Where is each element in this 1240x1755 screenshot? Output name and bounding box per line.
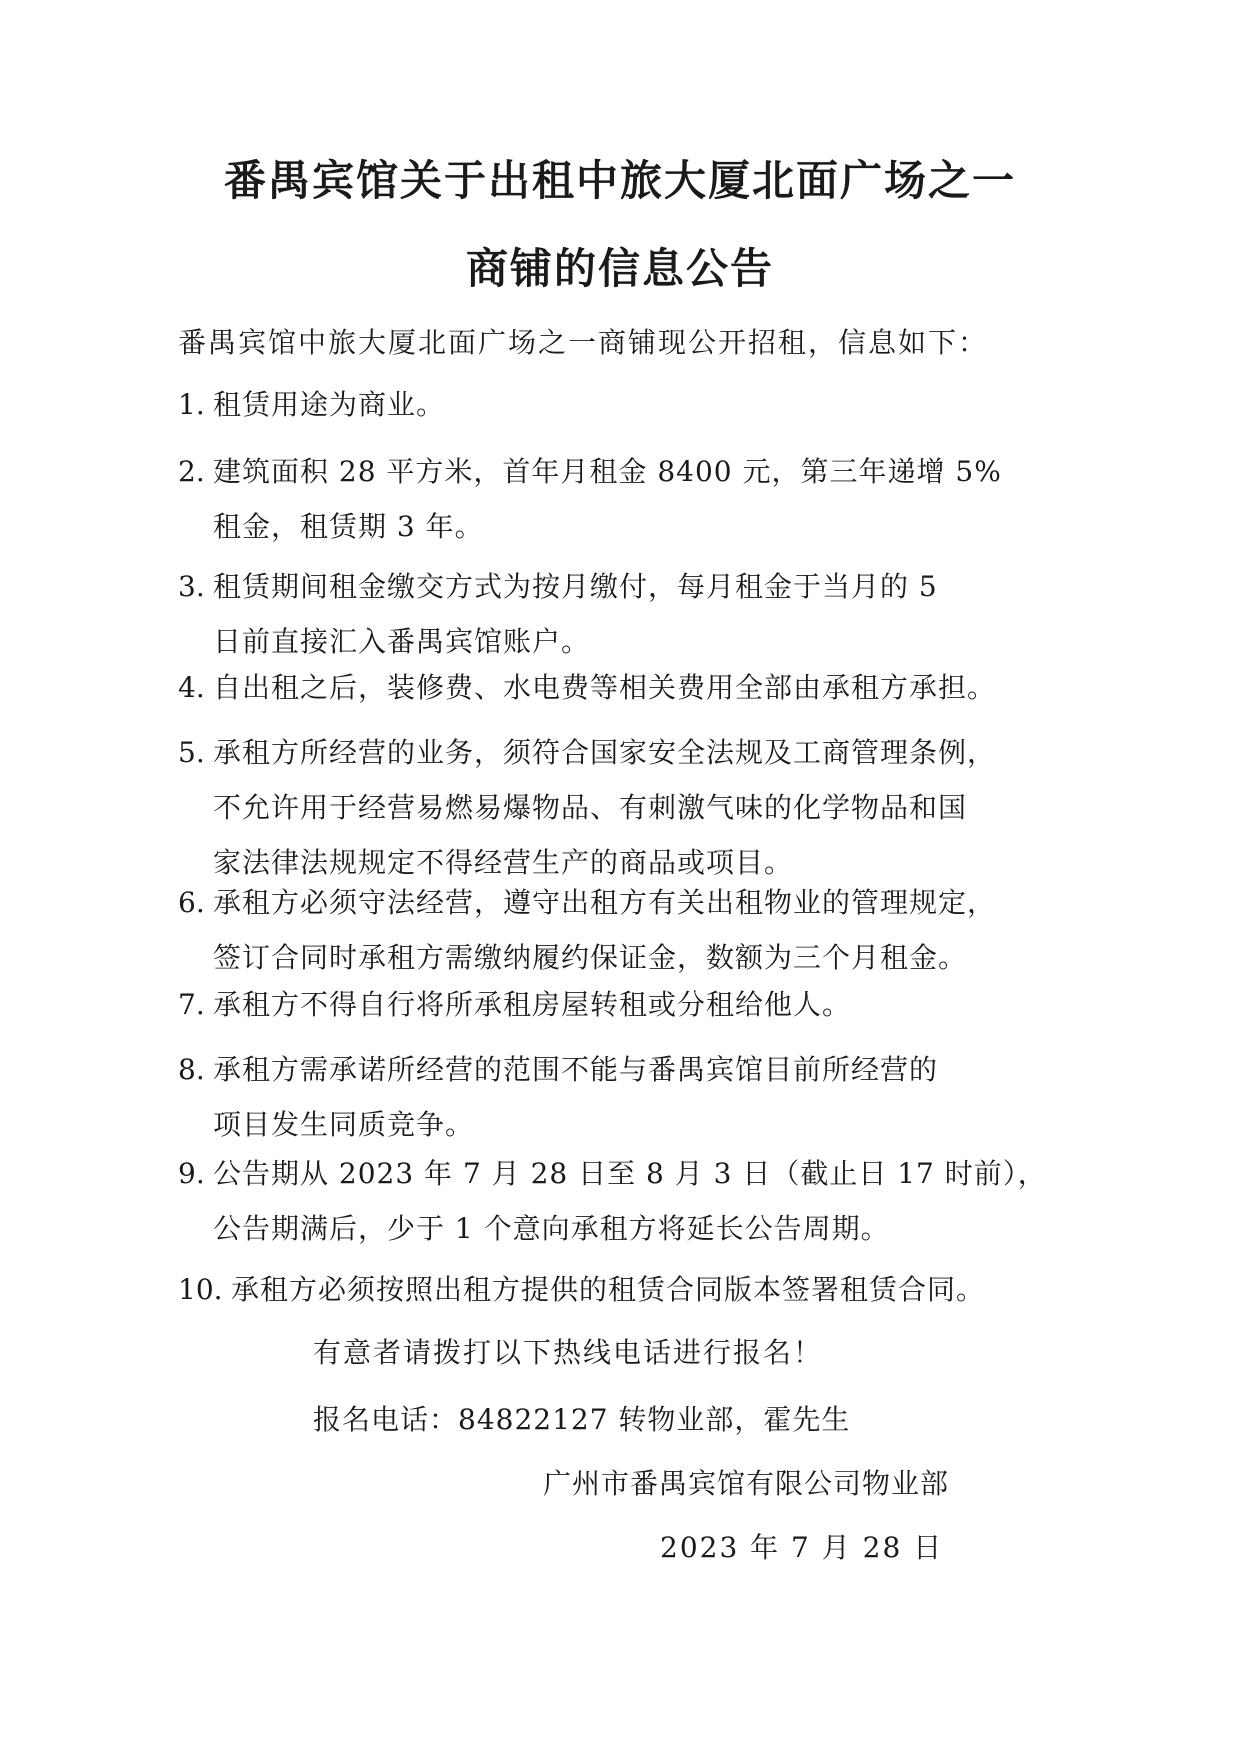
item-number: 7. [178, 988, 205, 1021]
item-number: 6. [178, 886, 205, 919]
item-text: 建筑面积 28 平方米，首年月租金 8400 元，第三年递增 5% 租金，租赁期 3 年。 [213, 455, 1002, 543]
item-number: 10. [178, 1273, 223, 1306]
issue-date: 2023 年 7 月 28 日 [660, 1531, 944, 1564]
item-number: 1. [178, 388, 205, 421]
item-text: 租赁期间租金缴交方式为按月缴付，每月租金于当月的 5 日前直接汇入番禺宾馆账户。 [213, 570, 938, 658]
item-text: 租赁用途为商业。 [213, 388, 446, 421]
item-text: 自出租之后，装修费、水电费等相关费用全部由承租方承担。 [213, 671, 997, 704]
contact-phone: 报名电话：84822127 转物业部，霍先生 [313, 1403, 851, 1436]
title-line-2: 商铺的信息公告 [465, 244, 774, 293]
item-number: 8. [178, 1053, 205, 1086]
item-text: 承租方不得自行将所承租房屋转租或分租给他人。 [213, 988, 852, 1021]
item-text: 承租方所经营的业务，须符合国家安全法规及工商管理条例， 不允许用于经营易燃易爆物品、有刺激气味的化学物品和国 家法律法规规定不得经营生产的商品或项目。 [213, 736, 997, 879]
item-text: 承租方需承诺所经营的范围不能与番禺宾馆目前所经营的 项目发生同质竞争。 [213, 1053, 939, 1141]
title-line-1: 番禺宾馆关于出租中旅大厦北面广场之一 [223, 156, 1016, 205]
item-text: 承租方必须守法经营，遵守出租方有关出租物业的管理规定， 签订合同时承租方需缴纳履约保证金，数额为三个月租金。 [213, 886, 997, 974]
item-text: 公告期从 2023 年 7 月 28 日至 8 月 3 日（截止日 17 时前）， 公告期满后，少于 1 个意向承租方将延长公告周期。 [213, 1157, 1047, 1245]
item-number: 2. [178, 455, 205, 488]
item-number: 4. [178, 671, 205, 704]
item-number: 5. [178, 736, 205, 769]
intro-paragraph: 番禺宾馆中旅大厦北面广场之一商铺现公开招租，信息如下： [178, 326, 989, 359]
item-text: 承租方必须按照出租方提供的租赁合同版本签署租赁合同。 [231, 1273, 986, 1306]
item-number: 9. [178, 1157, 205, 1190]
item-number: 3. [178, 570, 205, 603]
hotline-notice: 有意者请拨打以下热线电话进行报名！ [313, 1336, 824, 1369]
issuer-organization: 广州市番禺宾馆有限公司物业部 [543, 1467, 950, 1500]
